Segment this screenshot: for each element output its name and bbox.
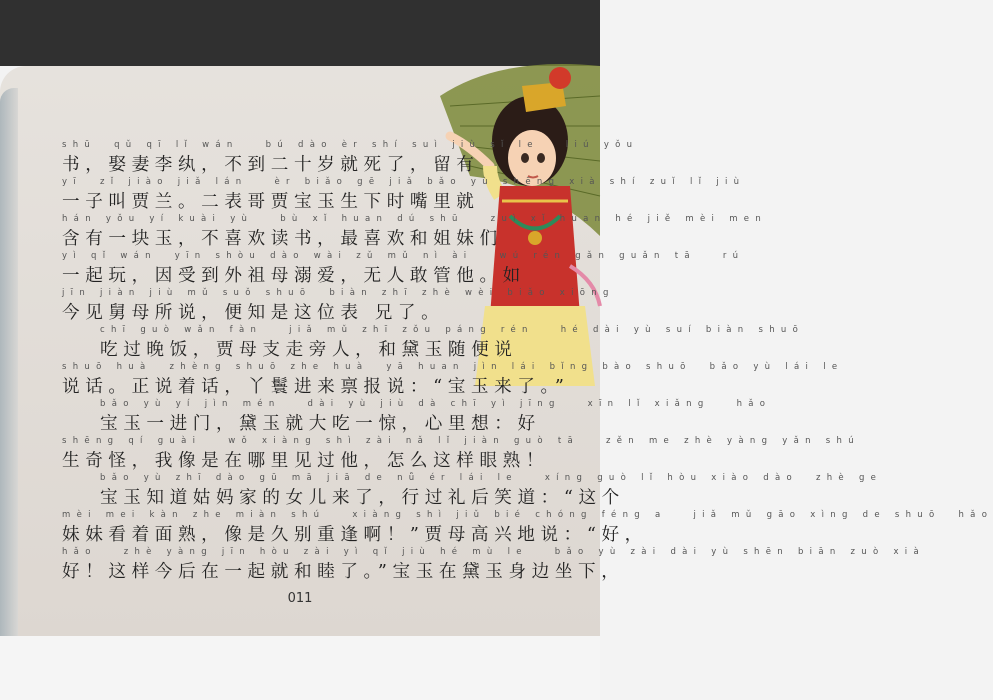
hanzi-line: 好！这样今后在一起就和睦了。”宝玉在黛玉身边坐下， (62, 562, 625, 582)
hanzi-line: 含有一块玉，不喜欢读书，最喜欢和姐妹们 (62, 229, 503, 249)
pinyin-line: mèi mei kàn zhe miàn shú xiàng shì jiǔ bié chóng féng a jiǎ mǔ gāo xìng de shuō hǎo (62, 510, 993, 520)
hanzi-line: 吃过晚饭，贾母支走旁人，和黛玉随便说 (100, 340, 518, 360)
pinyin-line: chī guò wǎn fàn jiǎ mǔ zhī zǒu páng rén hé dài yù suí biàn shuō (100, 325, 805, 335)
pinyin-line: shuō huà zhèng shuō zhe huà yā huan jìn lái bǐng bào shuō bǎo yù lái le (62, 362, 844, 372)
hanzi-line: 一起玩，因受到外祖母溺爱，无人敢管他。如 (62, 266, 526, 286)
pinyin-line: yī zǐ jiào jiǎ lán èr biǎo gē jiǎ bǎo yù shēng xià shí zuǐ lǐ jiù (62, 177, 746, 187)
pinyin-line: shū qǔ qī lǐ wán bú dào èr shí suì jiù sǐ le liú yǒu (62, 140, 639, 150)
text-line (62, 140, 639, 178)
text-line (62, 547, 925, 585)
text-line (100, 473, 883, 511)
hanzi-line: 妹妹看着面熟，像是久别重逢啊！”贾母高兴地说：“好， (62, 525, 648, 545)
pinyin-line: bǎo yù zhī dào gū mā jiā de nǚ ér lái le xíng guò lǐ hòu xiào dào zhè ge (100, 473, 883, 483)
background-dark-edge (0, 0, 600, 66)
pinyin-line: jīn jiàn jiù mǔ suǒ shuō biàn zhī zhè wèi biǎo xiōng (62, 288, 615, 298)
pinyin-line: yì qǐ wán yīn shòu dào wài zǔ mǔ nì ài wú rén gǎn guǎn tā rú (62, 251, 745, 261)
hanzi-line: 一子叫贾兰。二表哥贾宝玉生下时嘴里就 (62, 192, 480, 212)
hanzi-line: 宝玉知道姑妈家的女儿来了，行过礼后笑道：“这个 (100, 488, 625, 508)
hanzi-line: 生奇怪，我像是在哪里见过他，怎么这样眼熟！ (62, 451, 550, 471)
pinyin-line: hán yǒu yí kuài yù bù xǐ huan dú shū zuì xǐ huan hé jiě mèi men (62, 214, 768, 224)
text-line (100, 399, 772, 437)
pinyin-line: hǎo zhè yàng jīn hòu zài yì qǐ jiù hé mù le bǎo yù zài dài yù shēn biān zuò xià (62, 547, 925, 557)
text-line (62, 436, 860, 474)
text-line (62, 288, 615, 326)
table-surface (0, 636, 600, 700)
text-line (62, 510, 993, 548)
text-line (62, 177, 746, 215)
text-line (62, 251, 745, 289)
pinyin-line: bǎo yù yí jìn mén dài yù jiù dà chī yì jīng xīn lǐ xiǎng hǎo (100, 399, 772, 409)
page-edge (0, 88, 18, 636)
text-line (62, 214, 768, 252)
pinyin-line: shēng qí guài wǒ xiàng shì zài nǎ lǐ jiàn guò tā zěn me zhè yàng yǎn shú (62, 436, 860, 446)
text-line (100, 325, 805, 363)
hanzi-line: 今见舅母所说，便知是这位表 兄了。 (62, 303, 445, 323)
hanzi-line: 宝玉一进门，黛玉就大吃一惊，心里想：好 (100, 414, 541, 434)
text-line (62, 362, 844, 400)
hanzi-line: 书，娶妻李纨，不到二十岁就死了，留有 (62, 155, 480, 175)
page-number: 011 (287, 591, 313, 606)
hanzi-line: 说话。正说着话，丫鬟进来禀报说：“宝玉来了。” (62, 377, 570, 397)
